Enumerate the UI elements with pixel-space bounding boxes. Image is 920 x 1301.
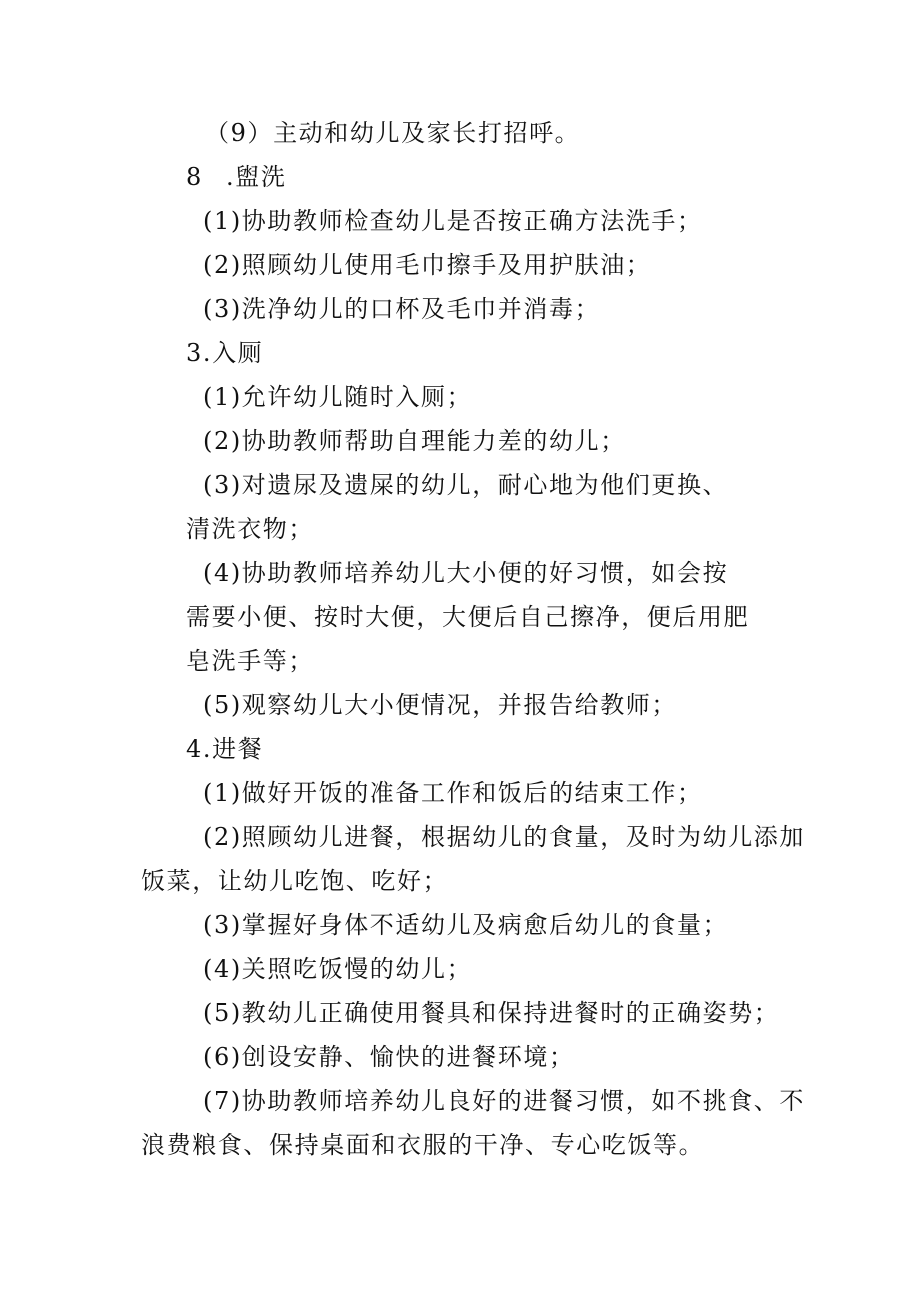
text-line: (5)观察幼儿大小便情况，并报告给教师； (203, 691, 677, 719)
text-line: 清洗衣物； (186, 515, 314, 543)
text-line: (1)做好开饭的准备工作和饭后的结束工作； (203, 779, 703, 807)
section-heading-3: 3.入厕 (186, 339, 264, 367)
text-line: (2)照顾幼儿使用毛巾擦手及用护肤油； (203, 251, 652, 279)
text-line: (5)教幼儿正确使用餐具和保持进餐时的正确姿势； (203, 999, 780, 1027)
text-line: 饭菜，让幼儿吃饱、吃好； (141, 867, 449, 895)
section-number: 8 (186, 163, 203, 191)
text-line: （9）主动和幼儿及家长打招呼。 (205, 119, 581, 147)
text-line: (3)洗净幼儿的口杯及毛巾并消毒； (203, 295, 601, 323)
section-heading-8 (186, 161, 286, 193)
text-line: (2)照顾幼儿进餐，根据幼儿的食量，及时为幼儿添加 (203, 823, 805, 851)
text-line: (7)协助教师培养幼儿良好的进餐习惯，如不挑食、不 (203, 1087, 805, 1115)
text-line: (4)关照吃饭慢的幼儿； (203, 955, 473, 983)
text-line: (3)对遗尿及遗屎的幼儿，耐心地为他们更换、 (203, 471, 729, 499)
text-line: (2)协助教师帮助自理能力差的幼儿； (203, 427, 626, 455)
section-title: .盥洗 (226, 163, 287, 191)
section-heading-4: 4.进餐 (186, 735, 264, 763)
text-line: (6)创设安静、愉快的进餐环境； (203, 1043, 575, 1071)
text-line: 皂洗手等； (186, 647, 314, 675)
text-line: (4)协助教师培养幼儿大小便的好习惯，如会按 (203, 559, 729, 587)
text-line: 浪费粮食、保持桌面和衣服的干净、专心吃饭等。 (141, 1131, 705, 1159)
text-line: (1)允许幼儿随时入厕； (203, 383, 473, 411)
text-line: (3)掌握好身体不适幼儿及病愈后幼儿的食量； (203, 911, 729, 939)
text-line: 需要小便、按时大便，大便后自己擦净，便后用肥 (186, 603, 750, 631)
text-line: (1)协助教师检查幼儿是否按正确方法洗手； (203, 207, 703, 235)
